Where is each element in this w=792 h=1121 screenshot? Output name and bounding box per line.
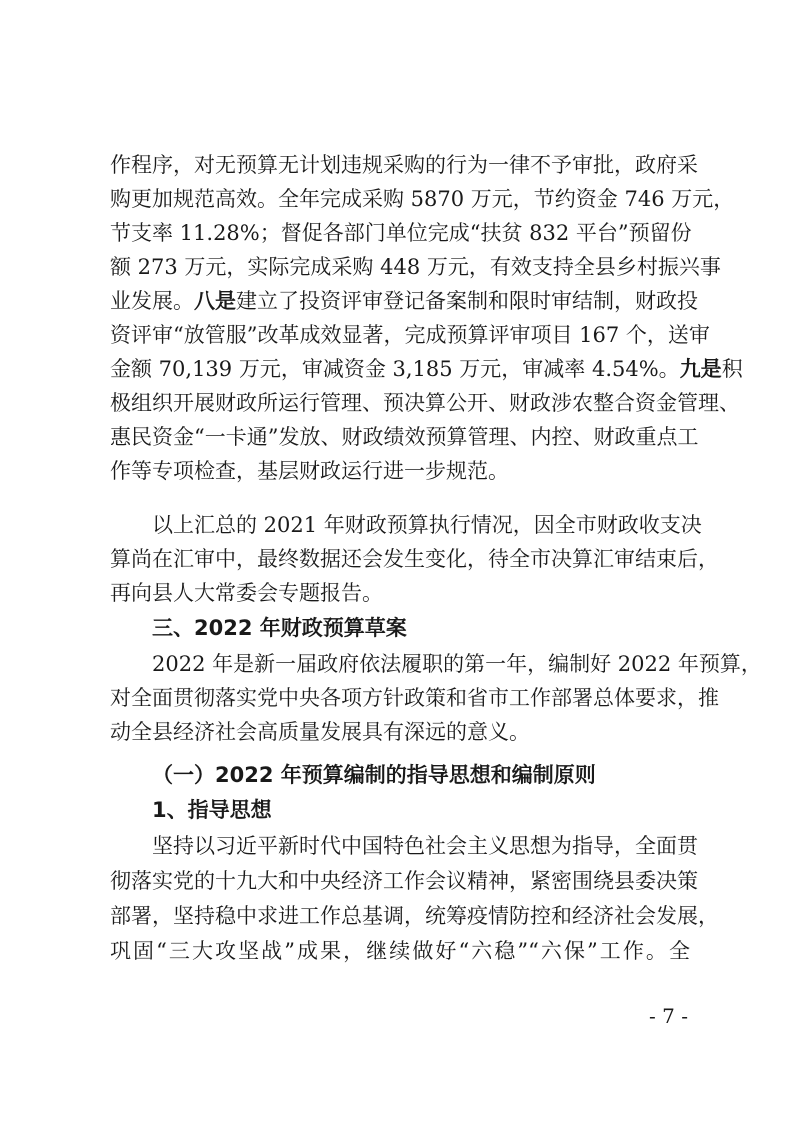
body-line: 极组织开展财政所运行管理、预决算公开、财政涉农整合资金管理、 xyxy=(110,391,740,415)
body-line: 资评审“放管服”改革成效显著，完成预算评审项目 167 个，送审 xyxy=(110,323,710,347)
body-line xyxy=(110,354,743,384)
body-line: 巩固“三大攻坚战”成果，继续做好“六稳”“六保”工作。全 xyxy=(110,939,690,963)
body-text: 建立了投资评审登记备案制和限时审结制，财政投 xyxy=(236,289,698,313)
body-text: 业发展。 xyxy=(110,289,194,313)
body-line: 节支率 11.28%；督促各部门单位完成“扶贫 832 平台”预留份 xyxy=(110,221,692,245)
body-line: 作程序，对无预算无计划违规采购的行为一律不予审批，政府采 xyxy=(110,153,698,177)
body-line: 算尚在汇审中，最终数据还会发生变化，待全市决算汇审结束后， xyxy=(110,547,719,571)
body-text: 金额 70,139 万元，审减资金 3,185 万元，审减率 4.54%。 xyxy=(110,357,680,381)
body-line: 部署，坚持稳中求进工作总基调，统筹疫情防控和经济社会发展， xyxy=(110,904,719,928)
body-line: 再向县人大常委会专题报告。 xyxy=(110,581,383,605)
body-line: 动全县经济社会高质量发展具有深远的意义。 xyxy=(110,720,530,744)
section-heading: 三、2022 年财政预算草案 xyxy=(152,616,407,640)
emphasis-text: 九是 xyxy=(679,356,722,381)
body-line: 对全面贯彻落实党中央各项方针政策和省市工作部署总体要求，推 xyxy=(110,686,719,710)
body-line: 购更加规范高效。全年完成采购 5870 万元，节约资金 746 万元， xyxy=(110,187,735,211)
body-line: 以上汇总的 2021 年财政预算执行情况，因全市财政收支决 xyxy=(152,513,702,537)
subsection-heading: （一）2022 年预算编制的指导思想和编制原则 xyxy=(152,763,596,787)
body-line: 惠民资金“一卡通”发放、财政绩效预算管理、内控、财政重点工 xyxy=(110,425,699,449)
body-text: 积 xyxy=(721,357,743,381)
body-line xyxy=(110,286,698,316)
body-line: 坚持以习近平新时代中国特色社会主义思想为指导，全面贯 xyxy=(152,834,698,858)
body-line: 额 273 万元，实际完成采购 448 万元，有效支持全县乡村振兴事 xyxy=(110,255,721,279)
body-line: 作等专项检查，基层财政运行进一步规范。 xyxy=(110,459,509,483)
body-line: 彻落实党的十九大和中央经济工作会议精神，紧密围绕县委决策 xyxy=(110,869,698,893)
emphasis-text: 八是 xyxy=(194,288,236,313)
subheading: 1、指导思想 xyxy=(152,798,272,822)
body-line: 2022 年是新一届政府依法履职的第一年，编制好 2022 年预算， xyxy=(152,652,762,676)
page-number: - 7 - xyxy=(649,1004,688,1028)
